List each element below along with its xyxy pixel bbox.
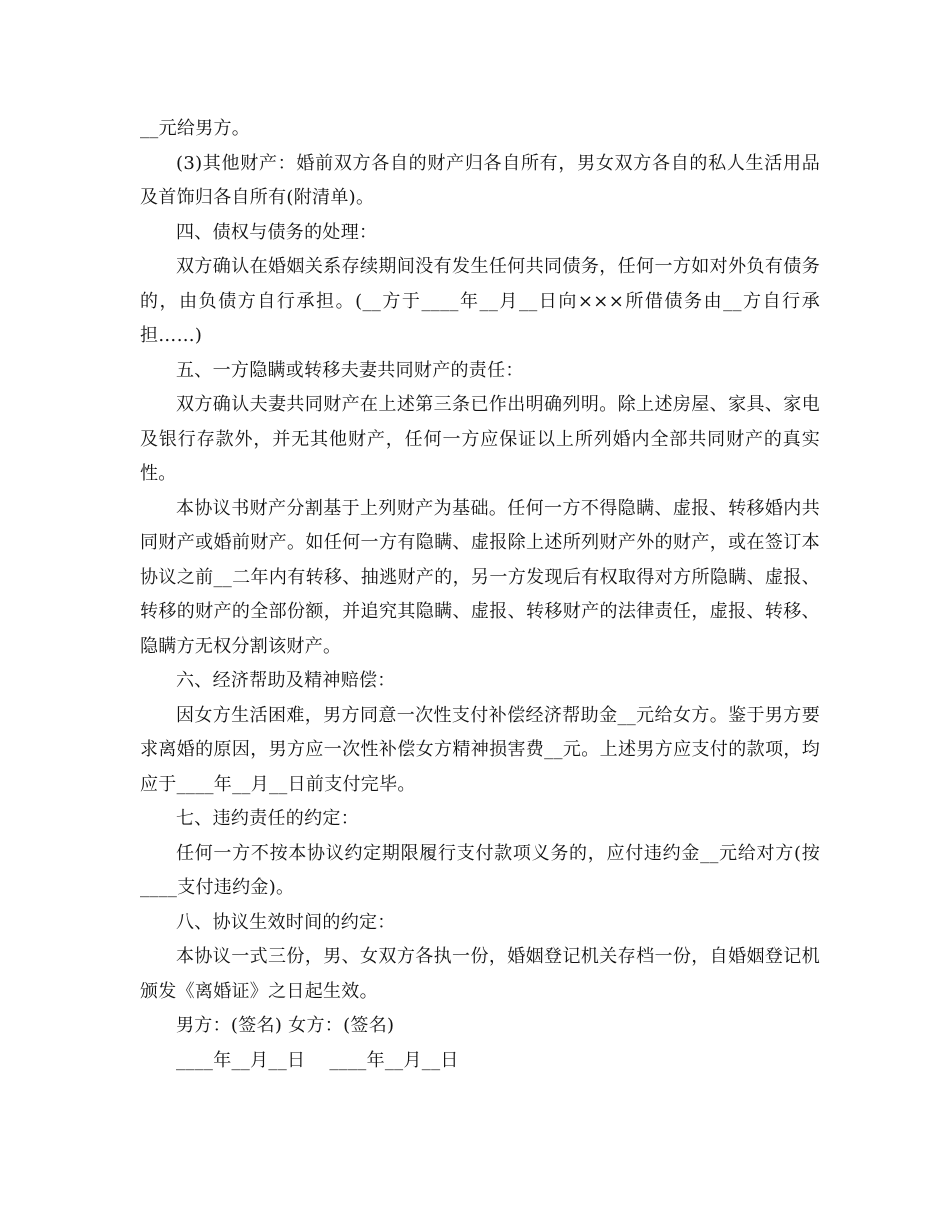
paragraph: 任何一方不按本协议约定期限履行支付款项义务的，应付违约金__元给对方(按____支付违约金)。: [140, 842, 820, 898]
paragraph: 本协议书财产分割基于上列财产为基础。任何一方不得隐瞒、虚报、转移婚内共同财产或婚前财产。如任何一方有隐瞒、虚报除上述所列财产外的财产，或在签订本协议之前__二年内有转移、抽逃财产的，另一方发现后有权取得对方所隐瞒、虚报、转移的财产的全部份额，并追究其隐瞒、虚报、转移财产的法律责任，虚报、转移、隐瞒方无权分割该财产。: [140, 497, 820, 657]
section-heading: 六、经济帮助及精神赔偿：: [176, 670, 396, 691]
document-body: [140, 112, 820, 1078]
paragraph: (3)其他财产：婚前双方各自的财产归各自所有，男女双方各自的私人生活用品及首饰归各自所有(附清单)。: [140, 152, 820, 208]
section-heading: 五、一方隐瞒或转移夫妻共同财产的责任：: [176, 359, 524, 381]
section-heading: 八、协议生效时间的约定：: [176, 911, 396, 933]
paragraph: 双方确认夫妻共同财产在上述第三条已作出明确列明。除上述房屋、家具、家电及银行存款外，并无其他财产，任何一方应保证以上所列婚内全部共同财产的真实性。: [140, 394, 820, 484]
section-heading: 七、违约责任的约定：: [176, 808, 359, 829]
paragraph: __元给男方。: [140, 118, 251, 139]
paragraph: 双方确认在婚姻关系存续期间没有发生任何共同债务，任何一方如对外负有债务的，由负债方自行承担。(__方于____年__月__日向×××所借债务由__方自行承担……): [140, 256, 820, 346]
paragraph: 本协议一式三份，男、女双方各执一份，婚姻登记机关存档一份，自婚姻登记机颁发《离婚证》之日起生效。: [140, 946, 820, 1002]
paragraph: 因女方生活困难，男方同意一次性支付补偿经济帮助金__元给女方。鉴于男方要求离婚的原因，男方应一次性补偿女方精神损害费__元。上述男方应支付的款项，均应于____年__月__日前支付完毕。: [140, 704, 820, 795]
date-line: ____年__月__日 ____年__月__日: [176, 1049, 459, 1071]
section-heading: 四、债权与债务的处理：: [176, 221, 378, 243]
signature-line: 男方：(签名) 女方：(签名): [176, 1015, 395, 1036]
